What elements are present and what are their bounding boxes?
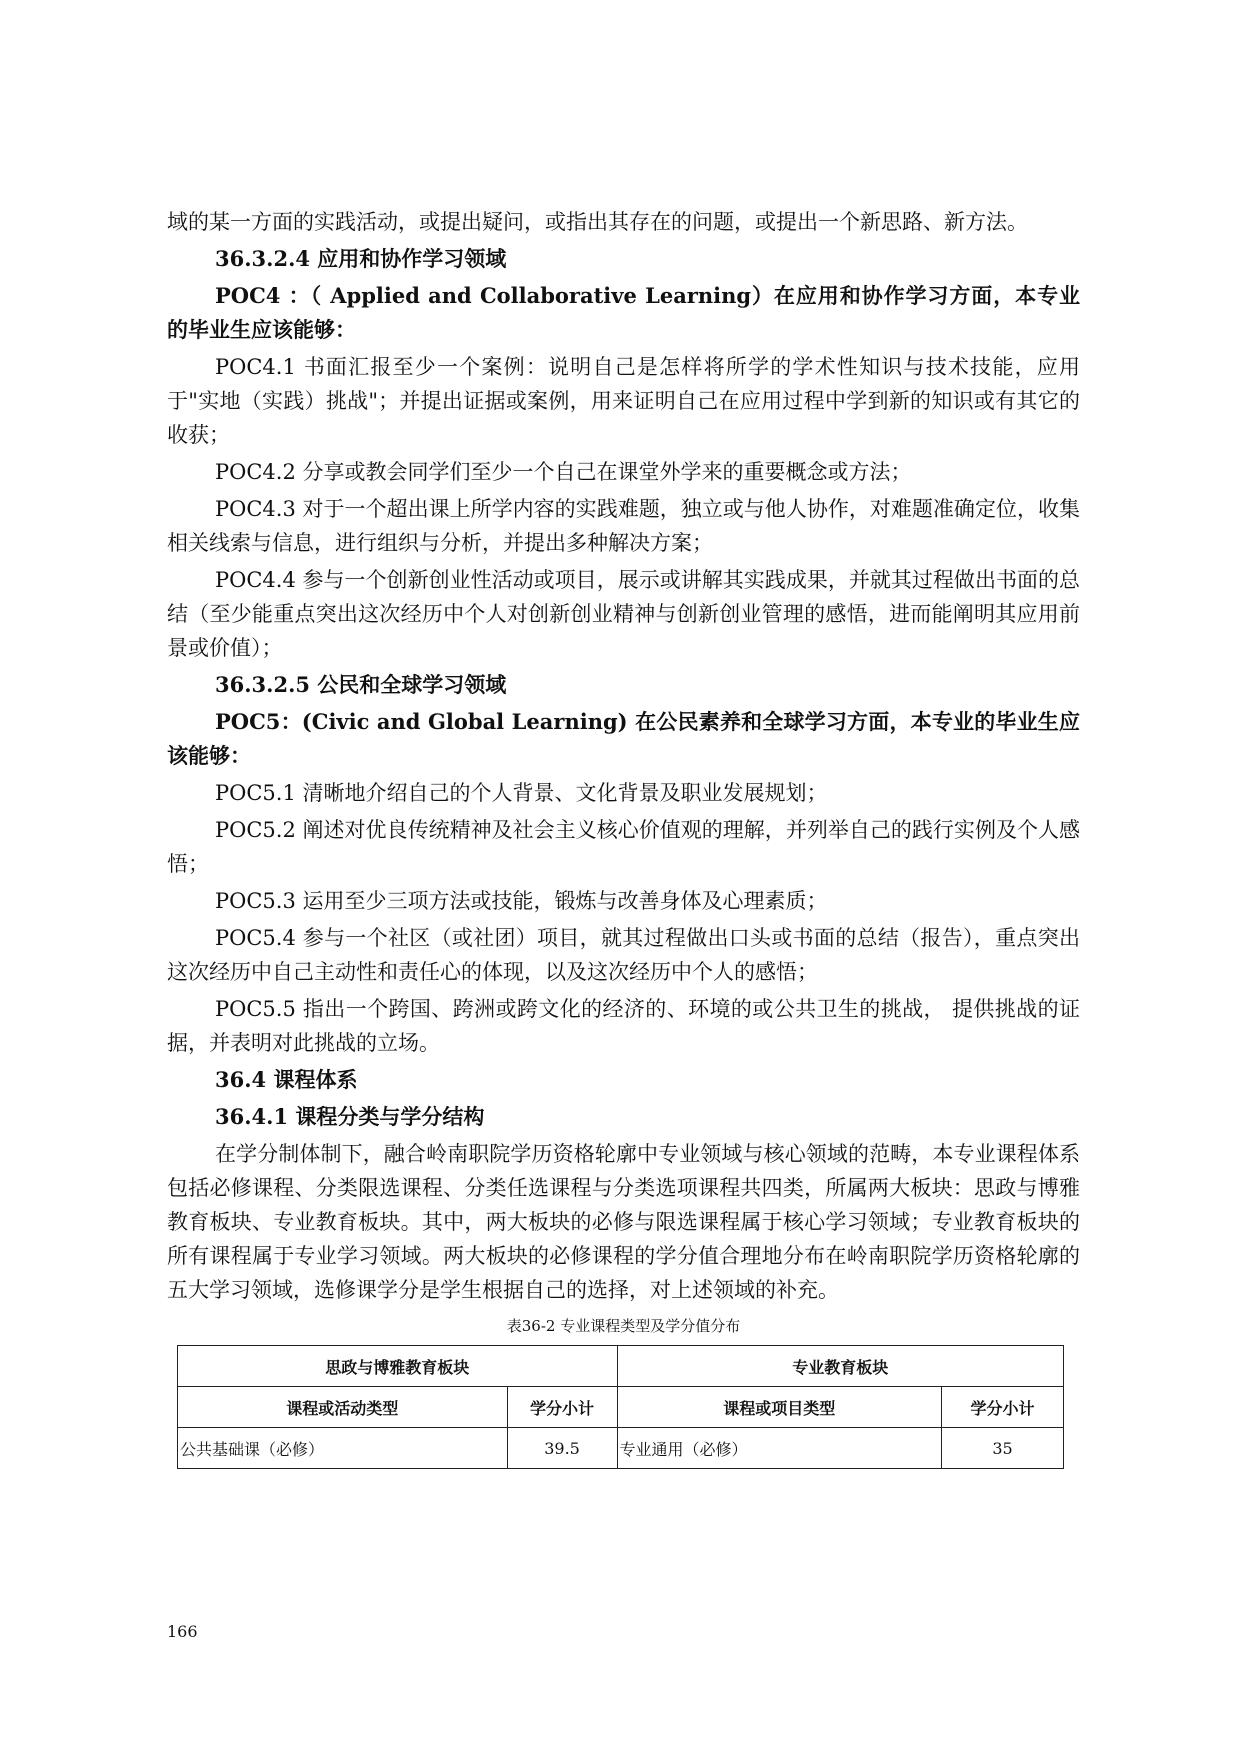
poc4-4: POC4.4 参与一个创新创业性活动或项目，展示或讲解其实践成果，并就其过程做出书面的总结（至少能重点突出这次经历中个人对创新创业精神与创新创业管理的感悟，进而能阐明其应用前景或价值）；: [167, 568, 1080, 660]
section-heading-36-4-1: 36.4.1 课程分类与学分结构: [215, 1104, 485, 1129]
column-header-activity-type: 课程或活动类型: [178, 1387, 508, 1428]
poc4-heading: POC4 ：（ Applied and Collaborative Learning）在应用和协作学习方面，本专业的毕业生应该能够：: [167, 283, 1080, 342]
group-header-left: 思政与博雅教育板块: [178, 1346, 618, 1387]
poc5-5: POC5.5 指出一个跨国、跨洲或跨文化的经济的、环境的或公共卫生的挑战， 提供挑战的证据，并表明对此挑战的立场。: [167, 997, 1080, 1055]
group-header-right: 专业教育板块: [617, 1346, 1064, 1387]
column-header-project-type: 课程或项目类型: [617, 1387, 942, 1428]
cell-credit-right: 35: [942, 1428, 1064, 1469]
page-number: 166: [167, 1622, 198, 1641]
section-heading-36-3-2-4: 36.3.2.4 应用和协作学习领域: [215, 246, 507, 271]
cell-type-left: 公共基础课（必修）: [178, 1428, 508, 1469]
section-heading-36-4: 36.4 课程体系: [215, 1067, 358, 1092]
poc5-1: POC5.1 清晰地介绍自己的个人背景、文化背景及职业发展规划；: [215, 781, 828, 805]
table-row: [178, 1428, 1064, 1469]
cell-type-right: 专业通用（必修）: [617, 1428, 942, 1469]
poc4-2: POC4.2 分享或教会同学们至少一个自己在课堂外学来的重要概念或方法；: [215, 460, 912, 484]
section-heading-36-3-2-5: 36.3.2.5 公民和全球学习领域: [215, 672, 507, 697]
table-group-header-row: [178, 1346, 1064, 1387]
body-paragraph: 在学分制体制下，融合岭南职院学历资格轮廓中专业领域与核心领域的范畴，本专业课程体系包括必修课程、分类限选课程、分类任选课程与分类选项课程共四类，所属两大板块：思政与博雅教育板块、专业教育板块。其中，两大板块的必修与限选课程属于核心学习领域；专业教育板块的所有课程属于专业学习领域。两大板块的必修课程的学分值合理地分布在岭南职院学历资格轮廓的五大学习领域，选修课学分是学生根据自己的选择，对上述领域的补充。: [167, 1142, 1080, 1302]
poc5-2: POC5.2 阐述对优良传统精神及社会主义核心价值观的理解，并列举自己的践行实例及个人感悟；: [167, 818, 1080, 876]
table-caption: 表36-2 专业课程类型及学分值分布: [506, 1317, 741, 1335]
poc4-1: POC4.1 书面汇报至少一个案例：说明自己是怎样将所学的学术性知识与技术技能，应用于"实地（实践）挑战"；并提出证据或案例，用来证明自己在应用过程中学到新的知识或有其它的收获；: [167, 355, 1080, 447]
poc4-3: POC4.3 对于一个超出课上所学内容的实践难题，独立或与他人协作，对难题准确定位，收集相关线索与信息，进行组织与分析，并提出多种解决方案；: [167, 497, 1080, 555]
poc5-4: POC5.4 参与一个社区（或社团）项目，就其过程做出口头或书面的总结（报告），重点突出这次经历中自己主动性和责任心的体现，以及这次经历中个人的感悟；: [167, 926, 1080, 984]
credit-distribution-table: [177, 1345, 1064, 1469]
cell-credit-left: 39.5: [507, 1428, 617, 1469]
column-header-credit-right: 学分小计: [942, 1387, 1064, 1428]
column-header-credit-left: 学分小计: [507, 1387, 617, 1428]
paragraph-continuation: 域的某一方面的实践活动，或提出疑问，或指出其存在的问题，或提出一个新思路、新方法。: [167, 210, 1028, 234]
poc5-heading: POC5：(Civic and Global Learning) 在公民素养和全球学习方面，本专业的毕业生应该能够：: [167, 709, 1080, 768]
table-column-header-row: [178, 1387, 1064, 1428]
document-body: [167, 205, 1080, 1469]
poc5-3: POC5.3 运用至少三项方法或技能，锻炼与改善身体及心理素质；: [215, 889, 828, 913]
